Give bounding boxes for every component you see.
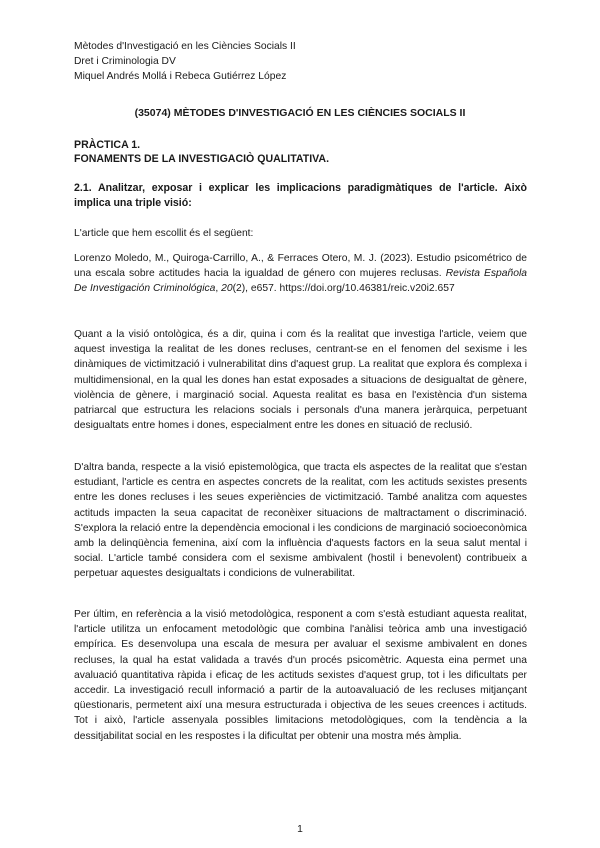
header-degree-line: Dret i Criminologia DV — [74, 56, 176, 67]
citation-volume: 20 — [221, 283, 233, 295]
header-course-line: Mètodes d'Investigació en les Ciències Socials II — [74, 41, 296, 52]
practice-heading — [74, 138, 329, 166]
citation-authors: Lorenzo Moledo, M., Quiroga-Carrillo, A., & Ferraces Otero, M. J. (2023). Estudio psicométrico de una escala sobre actitudes hacia la igualdad de género con mujeres reclusas. — [74, 253, 527, 280]
citation-doi: https://doi.org/10.46381/reic.v20i2.657 — [279, 283, 455, 295]
page-number: 1 — [297, 824, 303, 835]
section-heading: 2.1. Analitzar, exposar i explicar les implicacions paradigmàtiques de l'article. Això implica una triple visió: — [74, 182, 527, 209]
citation-issue-pages: (2), e657. — [232, 283, 277, 295]
paragraph-methodological: Per últim, en referència a la visió metodològica, responent a com s'està estudiant aquesta realitat, l'article utilitza un enfocament metodològic que combina l'anàlisi teòrica amb una investigació empírica. Es desenvolupa una escala de mesura per avaluar el sexisme ambivalent en dones recluses, la qual ha estat validada a través d'un procés psicomètric. Aquesta eina permet una avaluació quantitativa ràpida i eficaç de les actituds sexistes d'aquest grup, tot i les dificultats per accedir. La investigació recull informació a partir de la autoavaluació de les recluses mitjançant qüestionaris, permetent així una mesura estructurada i objectiva de les seues creences i actituds. Tot i això, l'article assenyala possibles limitacions metodològiques, com la tendència a la dessitjabilitat social en les respostes i la dificultat per obtenir una mostra més àmplia. — [74, 609, 527, 742]
practice-title: FONAMENTS DE LA INVESTIGACIÒ QUALITATIVA. — [74, 153, 330, 165]
citation: Lorenzo Moledo, M., Quiroga-Carrillo, A., & Ferraces Otero, M. J. (2023). Estudio psicométrico de una escala sobre actitudes hacia la igualdad de género con mujeres reclusas. Revista Española De Investigación Criminológica, 20(2), e657. https://doi.org/10.46381/reic.v20i2.657 — [74, 253, 527, 295]
document-header — [74, 39, 296, 84]
header-authors-line: Miquel Andrés Mollá i Rebeca Gutiérrez López — [74, 71, 287, 82]
paragraph-epistemological: D'altra banda, respecte a la visió epistemològica, que tracta els aspectes de la realitat que s'estan estudiant, l'article es centra en aspectes concrets de la realitat, com les actituds sexistes presents entre les dones recluses i les seues experiències de victimització. També analitza com aquestes actituds impacten la seua capacitat de reconèixer situacions de maltractament o discriminació. S'explora la relació entre la dependència emocional i les condicions de marginació socioeconòmica amb la delinqüència femenina, així com la influència d'aquests factors en la seua salut mental i social. L'article també considera com el sexisme ambivalent (hostil i benevolent) contribueix a perpetuar aquestes desigualtats i condicions de vulnerabilitat. — [74, 462, 527, 580]
intro-text: L'article que hem escollit és el següent: — [74, 228, 254, 239]
paragraph-ontological: Quant a la visió ontològica, és a dir, quina i com és la realitat que investiga l'article, veiem que aquest investiga la realitat de les dones recluses, centrant-se en el fenomen del sexisme i les dinàmiques de victimització i vulnerabilitat dins d'aquest grup. La realitat que explora és complexa i multidimensional, en la qual les dones han estat exposades a situacions de desigualtat de gènere, violència de gènere, i marginació social. Aquesta realitat es basa en l'existència d'un sistema patriarcal que estructura les relacions socials i personals d'una manera jeràrquica, perpetuant desigualtats entre homes i dones, especialment entre les dones en situació de reclusió. — [74, 329, 527, 432]
course-title: (35074) MÈTODES D'INVESTIGACIÓ EN LES CIÈNCIES SOCIALS II — [134, 107, 466, 119]
practice-number: PRÀCTICA 1. — [74, 139, 141, 151]
citation-journal: Revista Española De Investigación Criminológica — [74, 268, 527, 295]
